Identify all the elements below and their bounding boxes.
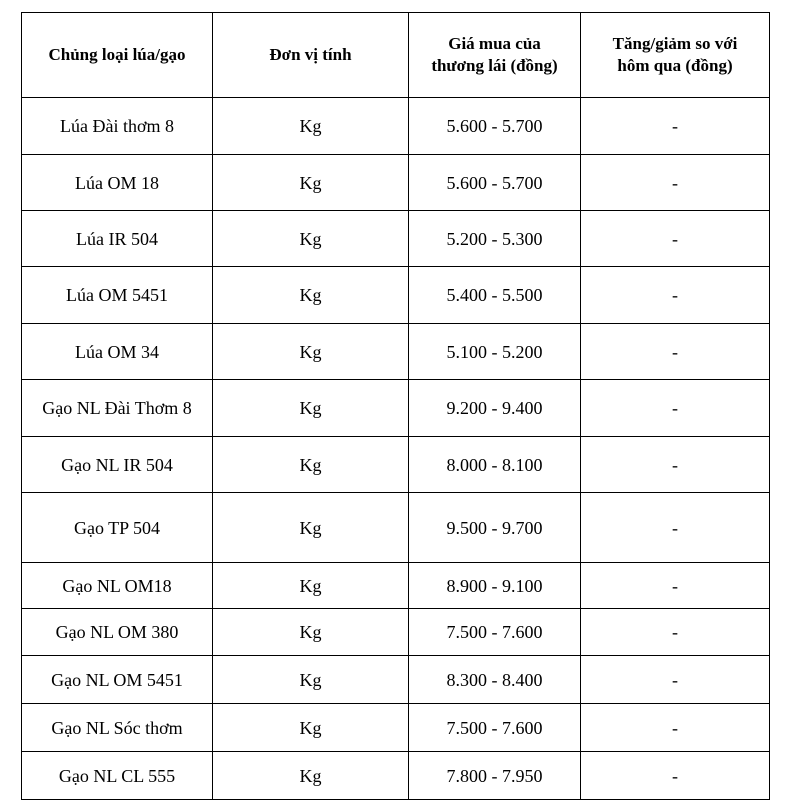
- cell-price: 5.600 - 5.700: [409, 98, 581, 155]
- cell-unit: Kg: [213, 155, 409, 211]
- cell-price: 8.000 - 8.100: [409, 437, 581, 493]
- cell-change: -: [581, 155, 770, 211]
- header-line: Giá mua của: [448, 34, 541, 53]
- cell-unit: Kg: [213, 211, 409, 267]
- cell-change: -: [581, 563, 770, 609]
- table-row: [22, 211, 770, 267]
- cell-change: -: [581, 752, 770, 800]
- cell-unit: Kg: [213, 656, 409, 704]
- rice-price-table: [21, 12, 770, 800]
- cell-rice-type: Lúa Đài thơm 8: [22, 98, 213, 155]
- cell-unit: Kg: [213, 437, 409, 493]
- table-header-row: [22, 13, 770, 98]
- cell-change: -: [581, 704, 770, 752]
- table-row: [22, 267, 770, 324]
- cell-price: 8.300 - 8.400: [409, 656, 581, 704]
- cell-unit: Kg: [213, 563, 409, 609]
- header-line: Tăng/giảm so với: [612, 34, 738, 53]
- table-row: [22, 380, 770, 437]
- cell-rice-type: Gạo TP 504: [22, 493, 213, 563]
- cell-unit: Kg: [213, 609, 409, 656]
- cell-price: 9.500 - 9.700: [409, 493, 581, 563]
- cell-price: 5.400 - 5.500: [409, 267, 581, 324]
- table-body: [22, 98, 770, 800]
- cell-rice-type: Gạo NL IR 504: [22, 437, 213, 493]
- cell-unit: Kg: [213, 324, 409, 380]
- cell-change: -: [581, 493, 770, 563]
- table-row: [22, 324, 770, 380]
- cell-price: 8.900 - 9.100: [409, 563, 581, 609]
- cell-change: -: [581, 656, 770, 704]
- table-row: [22, 752, 770, 800]
- cell-unit: Kg: [213, 752, 409, 800]
- cell-change: -: [581, 380, 770, 437]
- table-row: [22, 656, 770, 704]
- cell-price: 9.200 - 9.400: [409, 380, 581, 437]
- header-rice-type: [22, 13, 213, 98]
- cell-rice-type: Lúa IR 504: [22, 211, 213, 267]
- header-change: [581, 13, 770, 98]
- cell-price: 7.800 - 7.950: [409, 752, 581, 800]
- header-unit: [213, 13, 409, 98]
- cell-unit: Kg: [213, 380, 409, 437]
- cell-rice-type: Gạo NL Sóc thơm: [22, 704, 213, 752]
- cell-rice-type: Gạo NL CL 555: [22, 752, 213, 800]
- cell-rice-type: Lúa OM 34: [22, 324, 213, 380]
- cell-change: -: [581, 267, 770, 324]
- table-row: [22, 98, 770, 155]
- cell-rice-type: Gạo NL OM 5451: [22, 656, 213, 704]
- table-row: [22, 704, 770, 752]
- header-trader-price: [409, 13, 581, 98]
- header-line: hôm qua (đồng): [617, 56, 733, 75]
- cell-rice-type: Lúa OM 18: [22, 155, 213, 211]
- cell-price: 7.500 - 7.600: [409, 609, 581, 656]
- cell-unit: Kg: [213, 267, 409, 324]
- cell-rice-type: Gạo NL OM 380: [22, 609, 213, 656]
- cell-unit: Kg: [213, 704, 409, 752]
- cell-change: -: [581, 211, 770, 267]
- cell-unit: Kg: [213, 493, 409, 563]
- cell-rice-type: Lúa OM 5451: [22, 267, 213, 324]
- cell-change: -: [581, 324, 770, 380]
- header-line: Chủng loại lúa/gạo: [48, 45, 186, 64]
- cell-price: 7.500 - 7.600: [409, 704, 581, 752]
- cell-unit: Kg: [213, 98, 409, 155]
- cell-rice-type: Gạo NL OM18: [22, 563, 213, 609]
- cell-price: 5.600 - 5.700: [409, 155, 581, 211]
- header-line: Đơn vị tính: [269, 45, 352, 64]
- table-row: [22, 609, 770, 656]
- cell-change: -: [581, 609, 770, 656]
- cell-price: 5.200 - 5.300: [409, 211, 581, 267]
- header-line: thương lái (đồng): [431, 56, 558, 75]
- cell-price: 5.100 - 5.200: [409, 324, 581, 380]
- cell-change: -: [581, 437, 770, 493]
- table-row: [22, 437, 770, 493]
- table-row: [22, 493, 770, 563]
- cell-rice-type: Gạo NL Đài Thơm 8: [22, 380, 213, 437]
- table-row: [22, 563, 770, 609]
- table-row: [22, 155, 770, 211]
- cell-change: -: [581, 98, 770, 155]
